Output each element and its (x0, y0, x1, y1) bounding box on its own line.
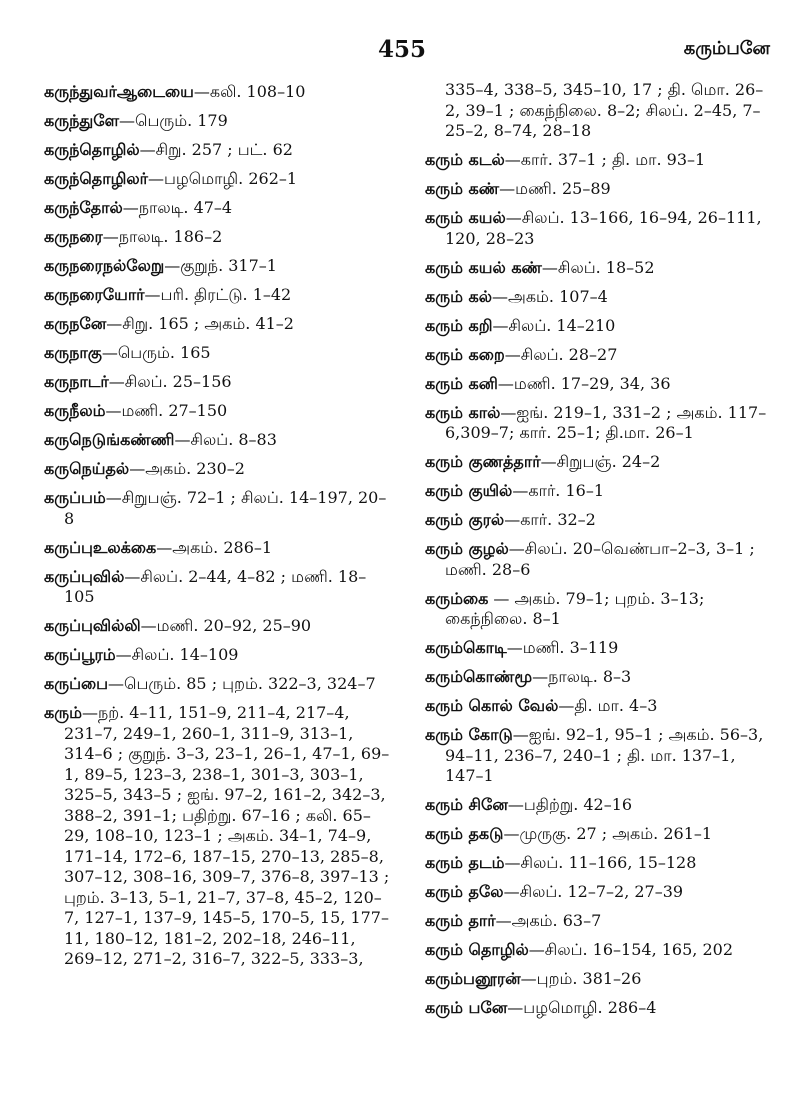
entry-references: —சிலப். 20–வெண்பா–2–3, 3–1 ; மணி. 28–6 (445, 539, 755, 579)
entry-references: —சிலப். 25–156 (108, 372, 232, 391)
entry-references: —நாலடி. 186–2 (102, 227, 223, 246)
index-entry (425, 589, 773, 630)
entry-headword: கரும் கல் (425, 286, 493, 306)
entry-references: —சிறுபஞ். 24–2 (540, 452, 661, 471)
entry-references: —சிலப். 28–27 (504, 344, 618, 364)
index-entry (425, 638, 773, 659)
index-entry (44, 430, 392, 451)
index-entry (425, 853, 773, 874)
entry-references: —சிறுபஞ். 72–1 ; சிலப். 14–197, 20–8 (64, 488, 387, 528)
entry-references: —குறுந். 317–1 (164, 256, 277, 275)
entry-references: —பழமொழி. 286–4 (507, 998, 657, 1017)
entry-headword: கரும் கயல் (425, 208, 506, 227)
entry-references: —மணி. 25–89 (499, 179, 611, 198)
entry-headword: கரும் குரல் (425, 510, 505, 529)
page-number: 455 (378, 36, 427, 63)
index-entry (44, 645, 392, 666)
index-entry (425, 795, 773, 816)
entry-headword: கருநரை (44, 227, 103, 246)
entry-headword: கரும் தார் (425, 911, 496, 930)
entry-references: —மணி. 20–92, 25–90 (140, 616, 312, 635)
entry-references: —ஐங். 92–1, 95–1 ; அகம். 56–3, 94–11, 236–7, 240–1 ; தி. மா. 137–1, 147–1 (445, 725, 764, 785)
entry-references: —சிலப். 16–154, 165, 202 (528, 940, 733, 959)
index-entry (425, 911, 773, 932)
entry-references: — அகம். 79–1; புறம். 3–13; கைந்நிலை. 8–1 (445, 588, 705, 628)
entry-references: —முருகு. 27 ; அகம். 261–1 (503, 824, 713, 843)
entry-headword: கரும்கொடி (425, 638, 507, 657)
index-entry (44, 538, 392, 559)
entry-headword: கரும் கறி (425, 315, 493, 335)
entry-headword: கரும்பனூரன் (425, 969, 521, 988)
entry-references: —சிலப். 11–166, 15–128 (504, 853, 697, 872)
index-entry (425, 510, 773, 531)
entry-headword: கரும் தடம் (425, 853, 505, 872)
entry-references: —பரி. திரட்டு. 1–42 (144, 285, 292, 304)
index-entry (425, 969, 773, 990)
entry-headword: கரும் குணத்தார் (425, 452, 541, 471)
entry-headword: கரும் தலே (425, 882, 504, 901)
index-entry (44, 567, 392, 608)
entry-references: —பெரும். 85 ; புறம். 322–3, 324–7 (108, 674, 376, 693)
index-entry (425, 940, 773, 961)
entry-headword: கருநரைநல்லேறு (44, 256, 165, 275)
index-entry (425, 258, 773, 279)
entry-headword: கரும் குழல் (425, 539, 509, 558)
entry-headword: கருநரையோர் (44, 285, 145, 304)
index-entry (425, 316, 773, 337)
entry-headword: கரும் பனே (425, 998, 508, 1017)
entry-headword: கருப்புஉலக்கை (44, 537, 157, 557)
index-entry (44, 111, 392, 132)
entry-references: —மணி. 27–150 (105, 401, 228, 420)
entry-headword: கரும்கொண்மூ (425, 667, 533, 686)
index-entry (44, 343, 392, 364)
index-entry (44, 459, 392, 480)
entry-headword: கருநெய்தல் (44, 459, 130, 478)
entry-headword: கருப்பூரம் (44, 645, 116, 664)
entry-headword: கரும் கொல் வேல் (425, 696, 559, 715)
index-entry (425, 998, 773, 1019)
entry-headword: கருந்துவர்ஆடையை (44, 82, 194, 101)
index-entry (44, 703, 392, 970)
entry-headword: கரும் கோடு (425, 725, 513, 744)
entry-headword: கருந்தொழிலர் (44, 169, 148, 188)
entry-headword: கரும் கனி (425, 373, 498, 393)
entry-headword: கருநாகு (44, 343, 102, 362)
index-entry (425, 882, 773, 903)
index-entry (44, 256, 392, 277)
index-entry (44, 314, 392, 335)
entry-references: —ஐங். 219–1, 331–2 ; அகம். 117–6,309–7; கார். 25–1; தி.மா. 26–1 (445, 402, 767, 442)
index-entry (44, 227, 392, 248)
entry-references: —சிலப். 18–52 (541, 257, 655, 277)
entry-references: —சிலப். 14–109 (115, 645, 239, 664)
entry-headword: கரும் (44, 703, 82, 722)
index-entry (44, 169, 392, 190)
entry-headword: கரும் கால் (425, 402, 501, 422)
entry-references: —சிலப். 13–166, 16–94, 26–111, 120, 28–23 (445, 208, 762, 248)
entry-references: —சிறு. 165 ; அகம். 41–2 (106, 314, 294, 333)
entry-references: —சிறு. 257 ; பட். 62 (139, 140, 293, 159)
entry-references: —சிலப். 14–210 (492, 315, 616, 335)
entry-headword: கருநனே (44, 314, 107, 333)
entry-headword: கருந்தோல் (44, 198, 123, 217)
entry-references: —பதிற்று. 42–16 (507, 795, 633, 814)
entry-references: —நற். 4–11, 151–9, 211–4, 217–4, 231–7, 249–1, 260–1, 311–9, 313–1, 314–6 ; குறுந். 3–3, 23–1, 26–1, 47–1, 69–1, 89–5, 123–3, 238–1, 301–3, 303–1, 325–5, 343–5 ; ஐங். 97–2, 161–2, 342–3, 388–2, 391–1; பதிற்று. 67–16 ; கலி. 65–29, 108–10, 123–1 ; அகம். 34–1, 74–9, 171–14, 172–6, 187–15, 270–13, 285–8, 307–12, 308–16, 309–7, 376–8, 397–13 ; புறம். 3–13, 5–1, 21–7, 37–8, 45–2, 120–7, 127–1, 137–9, 145–5, 170–5, 15, 177–11, 180–12, 181–2, 202–18, 246–11, 269–12, 271–2, 316–7, 322–5, 333–3, (64, 703, 390, 968)
entry-headword: கரும் கயல் கண் (425, 257, 542, 277)
entry-headword: கருந்தொழில் (44, 140, 140, 159)
entry-references: —மணி. 17–29, 34, 36 (497, 373, 671, 393)
index-entry (425, 179, 773, 200)
entry-headword: கருநெடுங்கண்ணி (44, 430, 175, 449)
index-entry (425, 287, 773, 308)
entry-references: —பெரும். 179 (119, 111, 228, 130)
entry-references: —பழமொழி. 262–1 (147, 169, 298, 188)
continuation-text: 335–4, 338–5, 345–10, 17 ; தி. மொ. 26–2, 39–1 ; கைந்நிலை. 8–2; சிலப். 2–45, 7–25–2, 8–74, 28–18 (445, 80, 764, 140)
index-entry (44, 488, 392, 529)
entry-references: —நாலடி. 47–4 (122, 198, 233, 217)
entry-references: —பெரும். 165 (101, 343, 211, 362)
entry-references: —மணி. 3–119 (506, 638, 619, 657)
entry-references: —அகம். 63–7 (495, 911, 602, 930)
index-entry (425, 539, 773, 580)
entry-headword: கரும்கை (425, 588, 489, 608)
index-entry (44, 82, 392, 103)
index-entry (425, 667, 773, 688)
entry-references: —அகம். 230–2 (129, 459, 245, 478)
index-entry (425, 452, 773, 473)
index-entry (44, 140, 392, 161)
running-head: கரும்பனே (683, 38, 770, 59)
entry-headword: கரும் கண் (425, 179, 500, 198)
entry-headword: கருநாடர் (44, 372, 109, 391)
entry-references: —நாலடி. 8–3 (532, 667, 632, 686)
entry-headword: கருந்துளே (44, 111, 119, 130)
index-entry (425, 403, 773, 444)
entry-references: —சிலப். 12–7–2, 27–39 (503, 882, 684, 901)
index-entry (44, 285, 392, 306)
index-entry (425, 208, 773, 249)
entry-headword: கரும் தகடு (425, 824, 504, 843)
entry-headword: கருப்பை (44, 674, 109, 693)
index-entry (44, 401, 392, 422)
entry-references: —கார். 37–1 ; தி. மா. 93–1 (504, 150, 706, 169)
entry-headword: கருநீலம் (44, 401, 106, 420)
entry-references: —அகம். 107–4 (492, 286, 608, 306)
index-entry (425, 481, 773, 502)
entry-headword: கரும் சினே (425, 795, 508, 814)
index-entry (425, 725, 773, 787)
left-column (44, 82, 392, 978)
entry-references: —புறம். 381–26 (520, 969, 642, 988)
entry-references: —கார். 32–2 (504, 510, 596, 529)
entry-references: —அகம். 286–1 (156, 537, 273, 557)
entry-headword: கருப்புவில் (44, 566, 125, 586)
index-entry (425, 696, 773, 717)
entry-references: —கார். 16–1 (512, 481, 605, 500)
entry-references: —கலி. 108–10 (193, 82, 306, 101)
index-entry (44, 372, 392, 393)
entry-headword: கரும் கடல் (425, 150, 505, 169)
entry-headword: கரும் கறை (425, 344, 505, 364)
index-entry (425, 150, 773, 171)
entry-headword: கரும் குயில் (425, 481, 513, 500)
entry-references: —தி. மா. 4–3 (558, 696, 658, 715)
index-entry (44, 198, 392, 219)
right-column (425, 80, 773, 1027)
index-entry (425, 374, 773, 395)
entry-headword: கருப்புவில்லி (44, 616, 141, 635)
index-entry (44, 616, 392, 637)
index-entry (425, 345, 773, 366)
entry-references: —சிலப். 2–44, 4–82 ; மணி. 18–105 (64, 566, 367, 606)
index-entry (44, 674, 392, 695)
index-entry (425, 824, 773, 845)
entry-references: —சிலப். 8–83 (174, 430, 277, 449)
entry-headword: கருப்பம் (44, 488, 106, 507)
entry-headword: கரும் தொழில் (425, 940, 529, 959)
